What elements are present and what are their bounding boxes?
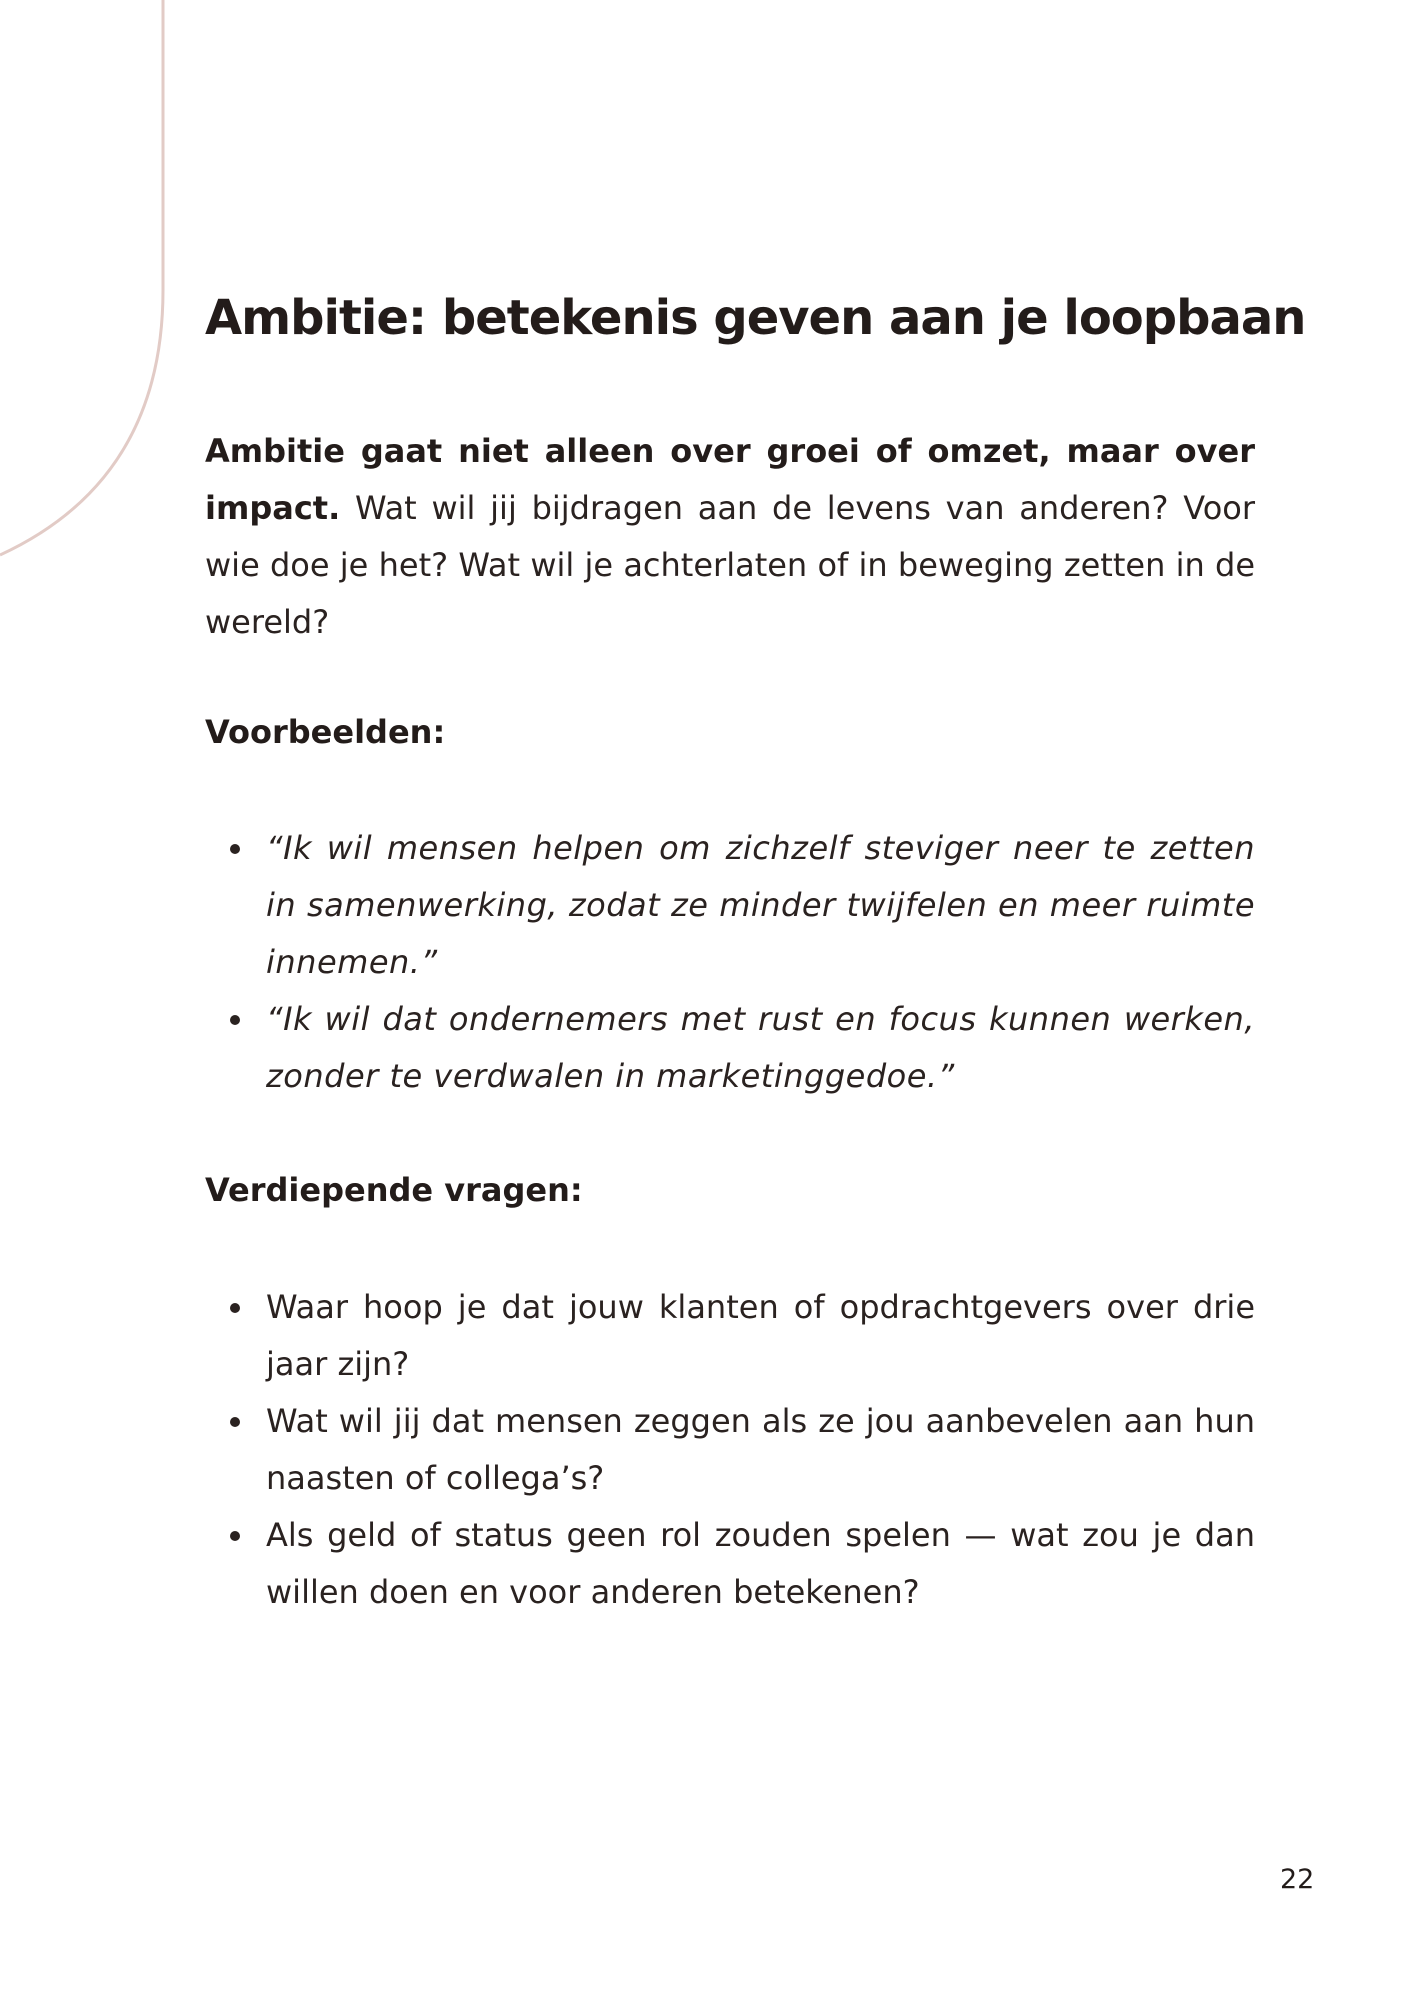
bullet-icon	[230, 1531, 240, 1541]
page-number: 22	[1280, 1864, 1315, 1895]
questions-list	[205, 1279, 1255, 1621]
list-item	[205, 1279, 1255, 1393]
example-text: “Ik wil dat ondernemers met rust en focus kunnen werken, zonder te verdwalen in marketinggedoe.”	[266, 1000, 1255, 1095]
intro-bold-lead: Ambitie gaat niet alleen over groei of omzet, maar over impact.	[205, 432, 1255, 527]
bullet-icon	[230, 1417, 240, 1427]
question-text: Als geld of status geen rol zouden spelen — wat zou je dan willen doen en voor anderen betekenen?	[266, 1516, 1255, 1611]
example-text: “Ik wil mensen helpen om zichzelf steviger neer te zetten in samenwerking, zodat ze minder twijfelen en meer ruimte innemen.”	[266, 829, 1255, 981]
list-item	[205, 820, 1255, 991]
bullet-icon	[230, 1303, 240, 1313]
examples-list	[205, 820, 1255, 1105]
list-item	[205, 1507, 1255, 1621]
question-text: Waar hoop je dat jouw klanten of opdrachtgevers over drie jaar zijn?	[266, 1288, 1255, 1383]
bullet-icon	[230, 844, 240, 854]
bullet-icon	[230, 1015, 240, 1025]
questions-heading: Verdiepende vragen:	[205, 1171, 583, 1209]
list-item	[205, 991, 1255, 1105]
list-item	[205, 1393, 1255, 1507]
intro-paragraph	[205, 423, 1255, 651]
question-text: Wat wil jij dat mensen zeggen als ze jou aanbevelen aan hun naasten of collega’s?	[266, 1402, 1255, 1497]
examples-heading: Voorbeelden:	[205, 713, 446, 751]
page-title: Ambitie: betekenis geven aan je loopbaan	[205, 290, 1306, 346]
intro-text: Wat wil jij bijdragen aan de levens van anderen? Voor wie doe je het? Wat wil je achterlaten of in beweging zetten in de wereld?	[205, 489, 1255, 641]
decorative-arc	[0, 0, 200, 600]
